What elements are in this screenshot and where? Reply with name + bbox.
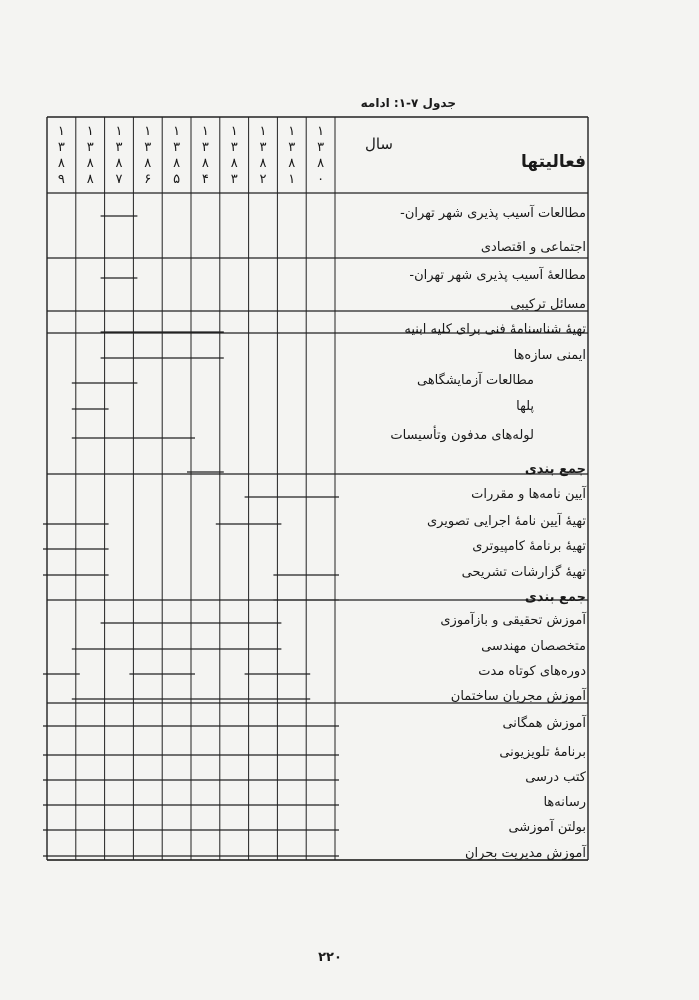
year-digit: ۳ (201, 140, 209, 155)
year-header-cell (308, 124, 334, 188)
page-number: ۲۲۰ (318, 950, 342, 965)
year-header-cell (192, 124, 218, 188)
year-header-cell (250, 124, 276, 188)
year-header-cell (135, 124, 161, 188)
activity-label: تهیهٔ برنامهٔ کامپیوتری (472, 539, 586, 554)
year-header-cell (221, 124, 247, 188)
activity-label: جمع بندی (524, 462, 586, 477)
year-digit: ۸ (144, 156, 152, 171)
year-digit: ۳ (288, 140, 296, 155)
activity-label: مسائل ترکیبی (510, 297, 586, 312)
year-digit: ۸ (173, 156, 181, 171)
activity-label: جمع بندی (524, 590, 586, 605)
year-digit: ۸ (230, 156, 238, 171)
year-header-cell (48, 124, 74, 188)
activity-label: اجتماعی و اقتصادی (480, 240, 586, 255)
activities-header: فعالیتها (521, 152, 586, 172)
year-digit: ۱ (288, 172, 296, 187)
activity-label: آموزش مدیریت بحران (464, 846, 586, 861)
year-digit: ۸ (288, 156, 296, 171)
year-digit: ۳ (86, 140, 94, 155)
year-digit: ۳ (144, 140, 152, 155)
year-digit: ۷ (115, 172, 123, 187)
year-header-cell (279, 124, 305, 188)
activity-label: لوله‌های مدفون وتأسیسات (390, 428, 534, 443)
year-digit: ۳ (173, 140, 181, 155)
year-digit: ۴ (201, 172, 209, 187)
year-header-cell (164, 124, 190, 188)
activity-label: مطالعهٔ آسیب پذیری شهر تهران- (409, 268, 586, 283)
activity-label: آموزش همگانی (502, 716, 586, 731)
year-header: سال (364, 135, 393, 153)
year-digit: ۸ (57, 156, 65, 171)
activity-label: آیین نامه‌ها و مقررات (471, 487, 586, 502)
activity-label: بولتن آموزشی (508, 820, 586, 835)
year-digit: ۳ (115, 140, 123, 155)
activity-label: متخصصان مهندسی (481, 639, 586, 654)
year-digit: ۸ (317, 156, 325, 171)
table-caption: جدول ۷-۱: ادامه (360, 96, 456, 110)
year-digit: ۳ (317, 140, 325, 155)
activity-label: تهیهٔ شناسنامهٔ فنی برای کلیه ابنیه (404, 322, 586, 337)
year-digit: ۸ (201, 156, 209, 171)
year-digit: ۸ (86, 156, 94, 171)
activity-label: آموزش مجریان ساختمان (450, 689, 586, 704)
activity-label: تهیهٔ آیین نامهٔ اجرایی تصویری (426, 514, 586, 529)
year-digit: ۵ (173, 172, 181, 187)
activity-label: آموزش تحقیقی و بازآموزی (440, 613, 586, 628)
activity-label: برنامهٔ تلویزیونی (499, 745, 586, 760)
year-digit: ۳ (57, 140, 65, 155)
activity-label: کتب درسی (525, 770, 586, 785)
activity-label: دوره‌های کوتاه مدت (478, 664, 586, 679)
year-digit: ۳ (259, 140, 267, 155)
year-digit: ۱ (201, 124, 209, 139)
year-digit: ۱ (288, 124, 296, 139)
year-digit: ۱ (144, 124, 152, 139)
year-digit: ۶ (144, 172, 152, 187)
year-digit: ۳ (230, 140, 238, 155)
year-header-cell (77, 124, 103, 188)
year-digit: ۸ (115, 156, 123, 171)
activity-label: ایمنی سازه‌ها (513, 348, 586, 363)
year-digit: ۱ (230, 124, 238, 139)
year-digit: ۹ (57, 172, 65, 187)
year-digit: ۱ (57, 124, 65, 139)
year-digit: ۱ (259, 124, 267, 139)
year-digit: ۸ (259, 156, 267, 171)
year-digit: ۳ (230, 172, 238, 187)
year-digit: ۸ (86, 172, 94, 187)
activity-label: پلها (516, 399, 534, 414)
activity-label: تهیهٔ گزارشات تشریحی (461, 565, 586, 580)
year-header-cell (106, 124, 132, 188)
year-digit: ۱ (115, 124, 123, 139)
year-digit: ۱ (317, 124, 325, 139)
year-digit: ۱ (86, 124, 94, 139)
year-digit: ۱ (173, 124, 181, 139)
activity-label: مطالعات آزمایشگاهی (416, 373, 534, 388)
activity-label: مطالعات آسیب پذیری شهر تهران- (400, 206, 586, 221)
activity-label: رسانه‌ها (543, 795, 586, 810)
year-digit: ۲ (259, 172, 267, 187)
year-digit: ۰ (317, 172, 325, 187)
